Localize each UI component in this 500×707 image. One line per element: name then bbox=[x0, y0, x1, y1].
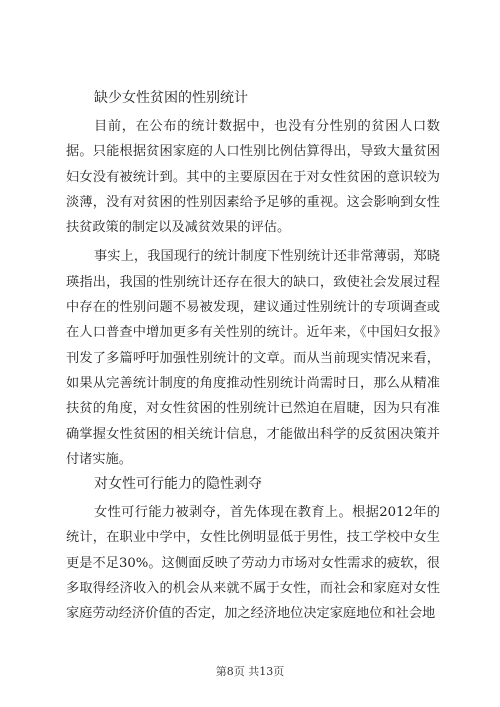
paragraph: 女性可行能力被剥夺，首先体现在教育上。根据2012年的统计，在职业中学中，女性比例明显低于男性，技工学校中女生更是不足30%。这侧面反映了劳动力市场对女性需求的疲软，很多取得经济收入的机会从来就不属于女性，而社会和家庭对女性家庭劳动经济价值的否定，加之经济地位决定家庭地位和社会地 bbox=[66, 505, 440, 622]
paragraph: 目前，在公布的统计数据中，也没有分性别的贫困人口数据。只能根据贫困家庭的人口性别比例估算得出，导致大量贫困妇女没有被统计到。其中的主要原因在于对女性贫困的意识较为淡薄，没有对贫困的性别因素给予足够的重视。这会影响到女性扶贫政策的制定以及减贫效果的评估。 bbox=[66, 119, 440, 236]
page-number-footer: 第8页 共13页 bbox=[215, 665, 285, 678]
section-heading: 缺少女性贫困的性别统计 bbox=[94, 90, 248, 106]
section-heading: 对女性可行能力的隐性剥夺 bbox=[94, 476, 262, 493]
paragraph: 事实上，我国现行的统计制度下性别统计还非常薄弱，郑晓瑛指出，我国的性别统计还存在很大的缺口，致使社会发展过程中存在的性别问题不易被发现，建议通过性别统计的专项调查或在人口普查中增加更多有关性别的统计。近年来，《中国妇女报》刊发了多篇呼吁加强性别统计的文章。而从当前现实情况来看，如果从完善统计制度的角度推动性别统计尚需时日，那么从精准扶贫的角度，对女性贫困的性别统计已然迫在眉睫，因为只有准确掌握女性贫困的相关统计信息，才能做出科学的反贫困决策并付诸实施。 bbox=[66, 249, 440, 467]
document-body bbox=[66, 86, 440, 627]
